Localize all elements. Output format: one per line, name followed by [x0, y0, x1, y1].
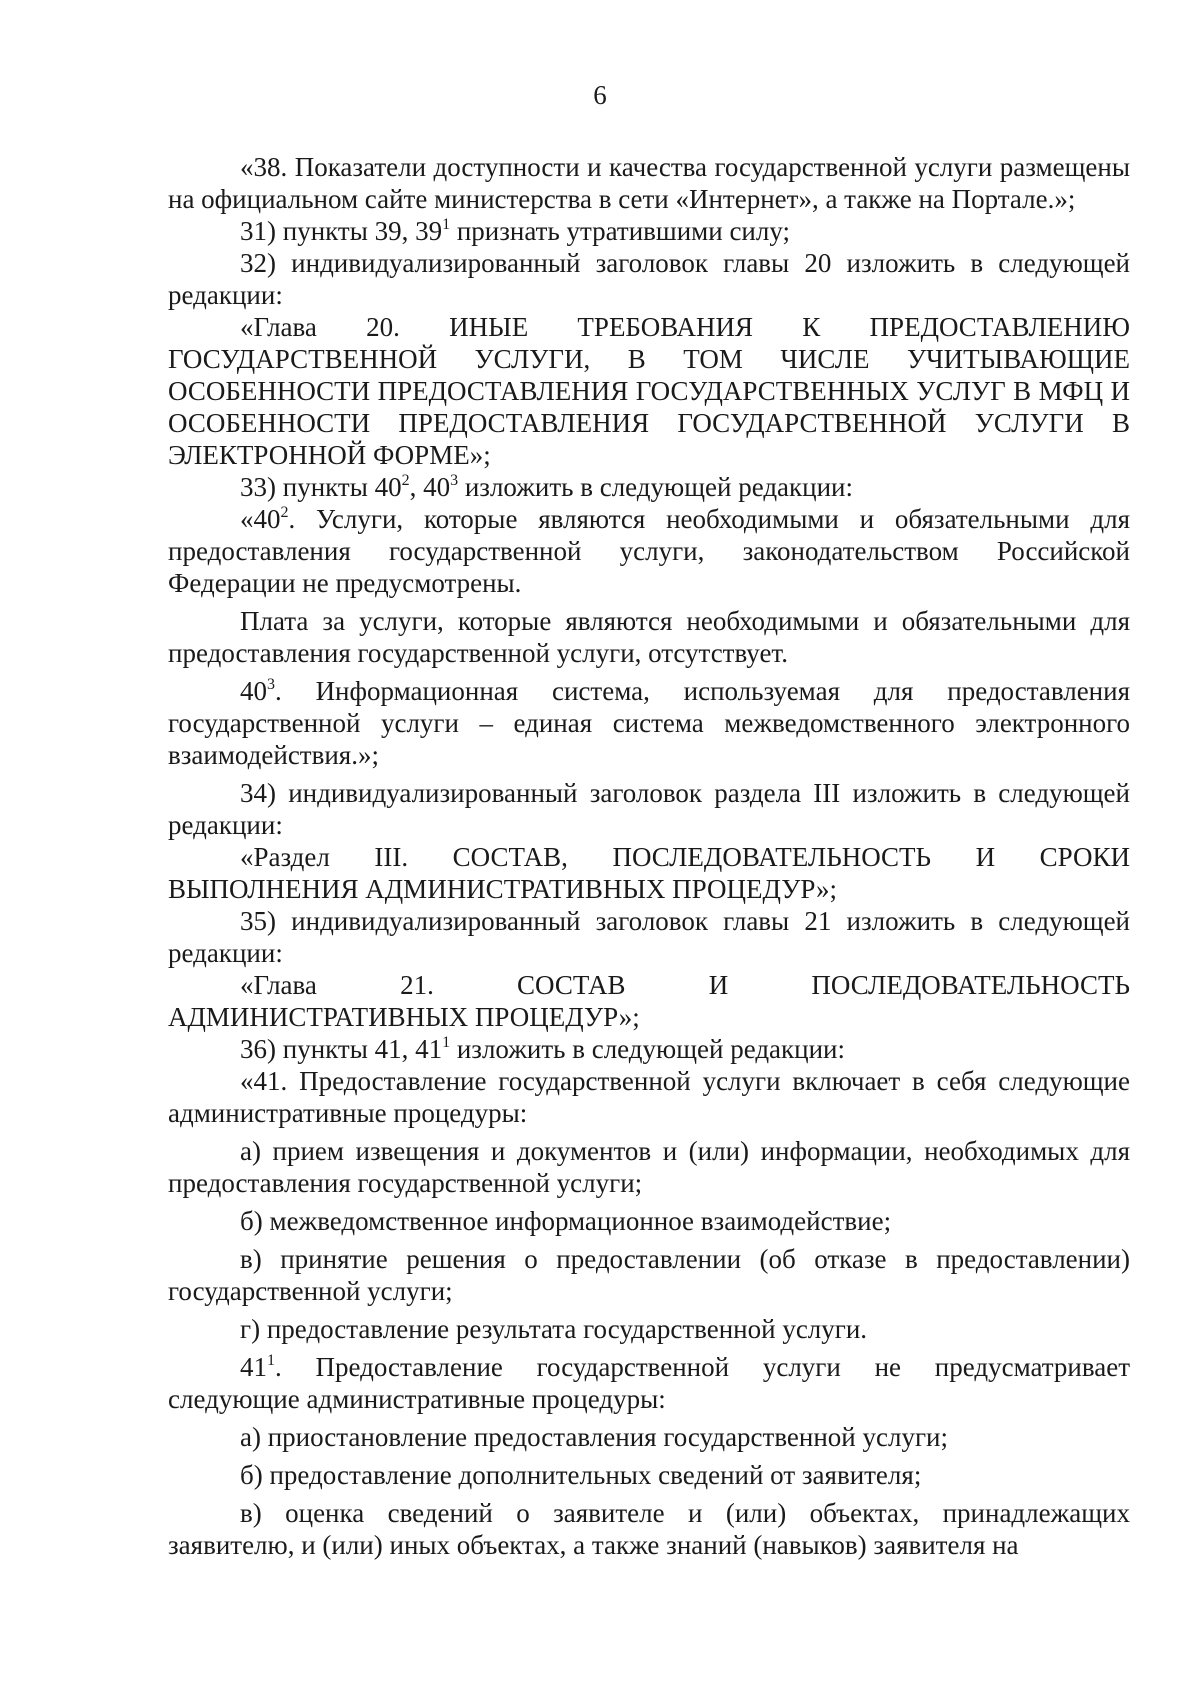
page-number: 6 [593, 80, 607, 110]
list-item-41-1-b: б) предоставление дополнительных сведений от заявителя; [240, 1460, 922, 1490]
paragraph-38: «38. Показатели доступности и качества государственной услуги размещены на официальном сайте министерства в сети «Интернет», а также на Портале.»; [168, 152, 1130, 214]
list-item-41-1-a: а) приостановление предоставления государственной услуги; [240, 1422, 948, 1452]
document-body [168, 151, 1130, 1561]
paragraph-item-32: 32) индивидуализированный заголовок главы 20 изложить в следующей редакции: [168, 248, 1130, 310]
paragraph-item-35: 35) индивидуализированный заголовок главы 21 изложить в следующей редакции: [168, 906, 1130, 968]
list-item-41-g: г) предоставление результата государственной услуги. [240, 1314, 868, 1344]
paragraph-41: «41. Предоставление государственной услуги включает в себя следующие административные процедуры: [168, 1066, 1130, 1128]
paragraph-40-2: «$40^2$. Услуги, которые являются необходимыми и обязательными для предоставления государственной услуги, законодательством Российской Федерации не предусмотрены. [168, 504, 1130, 598]
list-item-41-a: а) прием извещения и документов и (или) информации, необходимых для предоставления государственной услуги; [168, 1136, 1130, 1198]
paragraph-item-36: 36) пункты 41, $41^1$ изложить в следующей редакции: [240, 1034, 846, 1064]
paragraph-41-1: $41^1$. Предоставление государственной услуги не предусматривает следующие административные процедуры: [168, 1352, 1130, 1414]
paragraph-item-31: 31) пункты 39, $39^1$ признать утратившими силу; [240, 216, 790, 246]
paragraph-chapter-20-title: «Глава 20. ИНЫЕ ТРЕБОВАНИЯ К ПРЕДОСТАВЛЕНИЮ ГОСУДАРСТВЕННОЙ УСЛУГИ, В ТОМ ЧИСЛЕ УЧИТЫВАЮЩИЕ ОСОБЕННОСТИ ПРЕДОСТАВЛЕНИЯ ГОСУДАРСТВЕННЫХ УСЛУГ В МФЦ И ОСОБЕННОСТИ ПРЕДОСТАВЛЕНИЯ ГОСУДАРСТВЕННОЙ УСЛУГИ В ЭЛЕКТРОННОЙ ФОРМЕ»; [168, 312, 1130, 470]
paragraph-fee: Плата за услуги, которые являются необходимыми и обязательными для предоставления государственной услуги, отсутствует. [168, 606, 1130, 668]
paragraph-item-34: 34) индивидуализированный заголовок раздела III изложить в следующей редакции: [168, 778, 1130, 840]
paragraph-section-3-title: «Раздел III. СОСТАВ, ПОСЛЕДОВАТЕЛЬНОСТЬ И СРОКИ ВЫПОЛНЕНИЯ АДМИНИСТРАТИВНЫХ ПРОЦЕДУР»; [168, 842, 1130, 904]
list-item-41-1-v: в) оценка сведений о заявителе и (или) объектах, принадлежащих заявителю, и (или) иных объектах, а также знаний (навыков) заявителя на [168, 1498, 1130, 1560]
paragraph-chapter-21-title: «Глава 21. СОСТАВ И ПОСЛЕДОВАТЕЛЬНОСТЬ АДМИНИСТРАТИВНЫХ ПРОЦЕДУР»; [168, 970, 1130, 1032]
list-item-41-b: б) межведомственное информационное взаимодействие; [240, 1206, 892, 1236]
paragraph-item-33: 33) пункты $40^2$, $40^3$ изложить в следующей редакции: [240, 472, 854, 502]
paragraph-40-3: $40^3$. Информационная система, используемая для предоставления государственной услуги – единая система межведомственного электронного взаимодействия.»; [168, 676, 1130, 770]
list-item-41-v: в) принятие решения о предоставлении (об отказе в предоставлении) государственной услуги; [168, 1244, 1130, 1306]
